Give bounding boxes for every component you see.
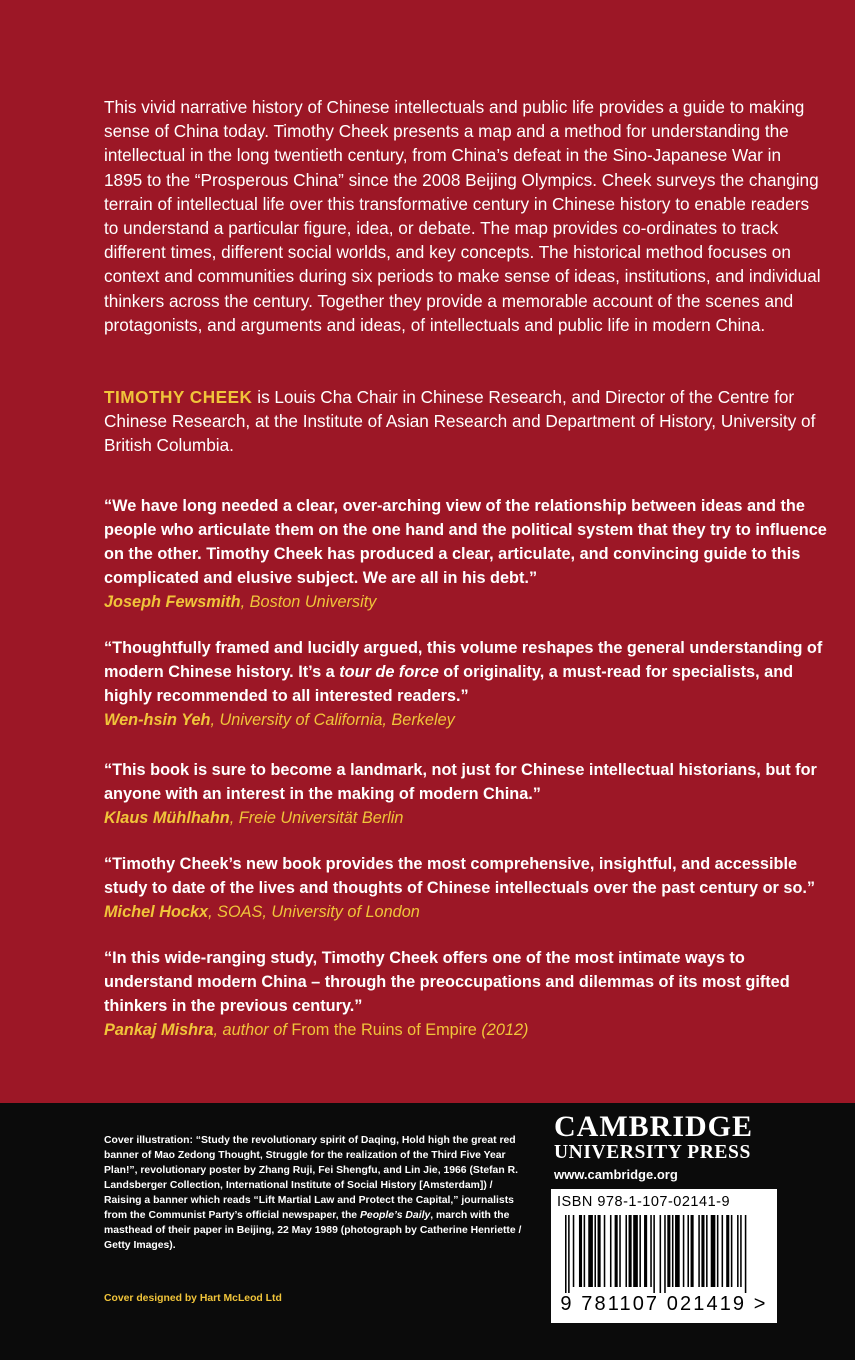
barcode-bar: [629, 1215, 632, 1287]
barcode-bar: [706, 1215, 708, 1287]
cover-credits-italic: People’s Daily: [359, 1210, 431, 1221]
cited-book-title: From the Ruins of Empire: [291, 1021, 477, 1039]
publisher-logo: [554, 1111, 784, 1182]
barcode-digits: 9 781107 021419 >: [560, 1293, 768, 1315]
endorsement-attribution: [104, 1018, 834, 1042]
endorser-affiliation: , Freie Universität Berlin: [229, 809, 404, 827]
barcode-bar: [698, 1215, 700, 1287]
barcode-bar: [745, 1215, 747, 1293]
book-blurb: This vivid narrative history of Chinese intellectuals and public life provides a guide to making sense of China today. Timothy Cheek presents a map and a method for understanding the intellectual in the long twentieth century, from China’s defeat in the Sino-Japanese War in 1895 to the “Prosperous China” since the 2008 Beijing Olympics. Cheek surveys the changing terrain of intellectual life over this transformative century in Chinese history to enable readers to understand a particular figure, idea, or debate. The map provides co-ordinates to track different times, different social worlds, and key concepts. The historical method focuses on context and communities during six periods to make sense of ideas, institutions, and individual thinkers across the century. Together they provide a memorable account of the scenes and protagonists, and arguments and ideas, of intellectuals and public life in modern China.: [104, 97, 821, 335]
barcode-bar: [573, 1215, 575, 1287]
endorsement: [104, 758, 834, 830]
publisher-subtitle: UNIVERSITY PRESS: [554, 1142, 751, 1163]
cover-credits-part: , march with the masthead of their paper in Beijing, 22 May 1989 (photograph by Catherine Henriette / Getty Images).: [104, 1210, 522, 1251]
barcode-bar: [594, 1215, 596, 1287]
barcode-bar: [701, 1215, 704, 1287]
barcode-icon: [551, 1215, 777, 1293]
barcode-bar: [675, 1215, 680, 1287]
endorsement-attribution: [104, 708, 834, 732]
barcode-bar: [579, 1215, 582, 1287]
author-name: TIMOTHY CHEEK: [104, 387, 253, 407]
endorser-name: Joseph Fewsmith: [104, 593, 241, 611]
barcode-bar: [722, 1215, 724, 1287]
barcode-bar: [737, 1215, 739, 1287]
endorsement-text-part: “Thoughtfully framed and lucidly argued, this volume reshapes the general understanding of modern Chinese history. It’s a: [104, 639, 823, 681]
barcode-bar: [615, 1215, 618, 1287]
barcode-bar: [660, 1215, 662, 1293]
endorser-affiliation: , SOAS, University of London: [208, 903, 420, 921]
barcode-bar: [740, 1215, 742, 1287]
endorser-name: Wen-hsin Yeh: [104, 711, 211, 729]
endorsement-attribution: [104, 590, 834, 614]
barcode-bar: [726, 1215, 729, 1287]
barcode-bar: [619, 1215, 621, 1287]
author-bio: [104, 385, 824, 458]
endorsement: [104, 636, 834, 732]
endorsement-text: “Timothy Cheek’s new book provides the most comprehensive, insightful, and accessible study to date of the lives and thoughts of Chinese intellectuals over the past century or so.”: [104, 855, 816, 897]
endorsement-attribution: [104, 900, 834, 924]
endorser-name: Pankaj Mishra: [104, 1021, 214, 1039]
endorsement-text: “This book is sure to become a landmark, not just for Chinese intellectual historians, but for anyone with an interest in the making of modern China.”: [104, 761, 817, 803]
barcode-panel: [551, 1189, 777, 1323]
endorser-name: Klaus Mühlhahn: [104, 809, 230, 827]
endorser-affiliation: , University of California, Berkeley: [210, 711, 455, 729]
cover-credits: [104, 1133, 524, 1253]
publisher-url: www.cambridge.org: [554, 1167, 678, 1182]
endorsement-text-italic: tour de force: [339, 663, 439, 681]
barcode-bar: [565, 1215, 567, 1293]
barcode-bar: [633, 1215, 638, 1287]
cited-book-year: (2012): [476, 1021, 529, 1039]
endorser-affiliation: , author of: [213, 1021, 292, 1039]
endorsement: [104, 946, 834, 1042]
author-bio-text: is Louis Cha Chair in Chinese Research, and Director of the Centre for Chinese Research, at the Institute of Asian Research and Department of History, University of British Columbia.: [104, 387, 816, 456]
barcode-bar: [568, 1215, 570, 1293]
barcode-bar: [644, 1215, 647, 1287]
barcode-bar: [691, 1215, 694, 1287]
barcode-bar: [625, 1215, 627, 1287]
publisher-name: CAMBRIDGE: [554, 1110, 754, 1143]
barcode-bar: [610, 1215, 612, 1287]
cover-credits-part: Cover illustration: “Study the revolutionary spirit of Daqing, Hold high the great red banner of Mao Zedong Thought, Struggle for the realization of the Third Five Year Plan!”, revolutionary poster by Zhang Ruji, Fei Shengfu, and Lin Jie, 1966 (Stefan R. Landsberger Collection, International Institute of Social History [Amsterdam]) / Raising a banner which reads “Lift Martial Law and Protect the Capital,” journalists from the Communist Party’s official newspaper, the: [104, 1135, 518, 1221]
endorsement-text: “In this wide-ranging study, Timothy Cheek offers one of the most intimate ways to understand modern China – through the preoccupations and dilemmas of its most gifted thinkers in the previous century.”: [104, 949, 790, 1015]
barcode-bar: [667, 1215, 670, 1287]
endorsement: [104, 494, 834, 614]
barcode-bar: [639, 1215, 641, 1287]
barcode-bar: [672, 1215, 674, 1287]
endorsement: [104, 852, 834, 924]
endorser-affiliation: , Boston University: [240, 593, 377, 611]
barcode-bar: [664, 1215, 666, 1293]
barcode-bar: [588, 1215, 593, 1287]
barcode-bar: [653, 1215, 655, 1293]
barcode-bar: [683, 1215, 685, 1287]
barcode-bar: [598, 1215, 601, 1287]
isbn-label: ISBN 978-1-107-02141-9: [557, 1194, 731, 1210]
barcode-bar: [717, 1215, 719, 1287]
barcode-bar: [650, 1215, 652, 1287]
barcode-bar: [687, 1215, 689, 1287]
endorsement-text: [104, 636, 834, 708]
barcode-bar: [711, 1215, 716, 1287]
barcode-bar: [604, 1215, 606, 1287]
endorser-name: Michel Hockx: [104, 903, 209, 921]
barcode-bar: [731, 1215, 733, 1287]
footer-panel: [0, 1103, 855, 1360]
endorsement-text-part: of originality, a must-read for specialists, and highly recommended to all interested readers.”: [104, 663, 794, 705]
endorsement-attribution: [104, 806, 834, 830]
cover-designer: Cover designed by Hart McLeod Ltd: [104, 1293, 282, 1304]
endorsement-text: “We have long needed a clear, over-arching view of the relationship between ideas and the people who articulate them on the one hand and the political system that they try to influence on the other. Timothy Cheek has produced a clear, articulate, and convincing guide to this complicated and elusive subject. We are all in his debt.”: [104, 497, 827, 587]
barcode-bar: [584, 1215, 586, 1287]
